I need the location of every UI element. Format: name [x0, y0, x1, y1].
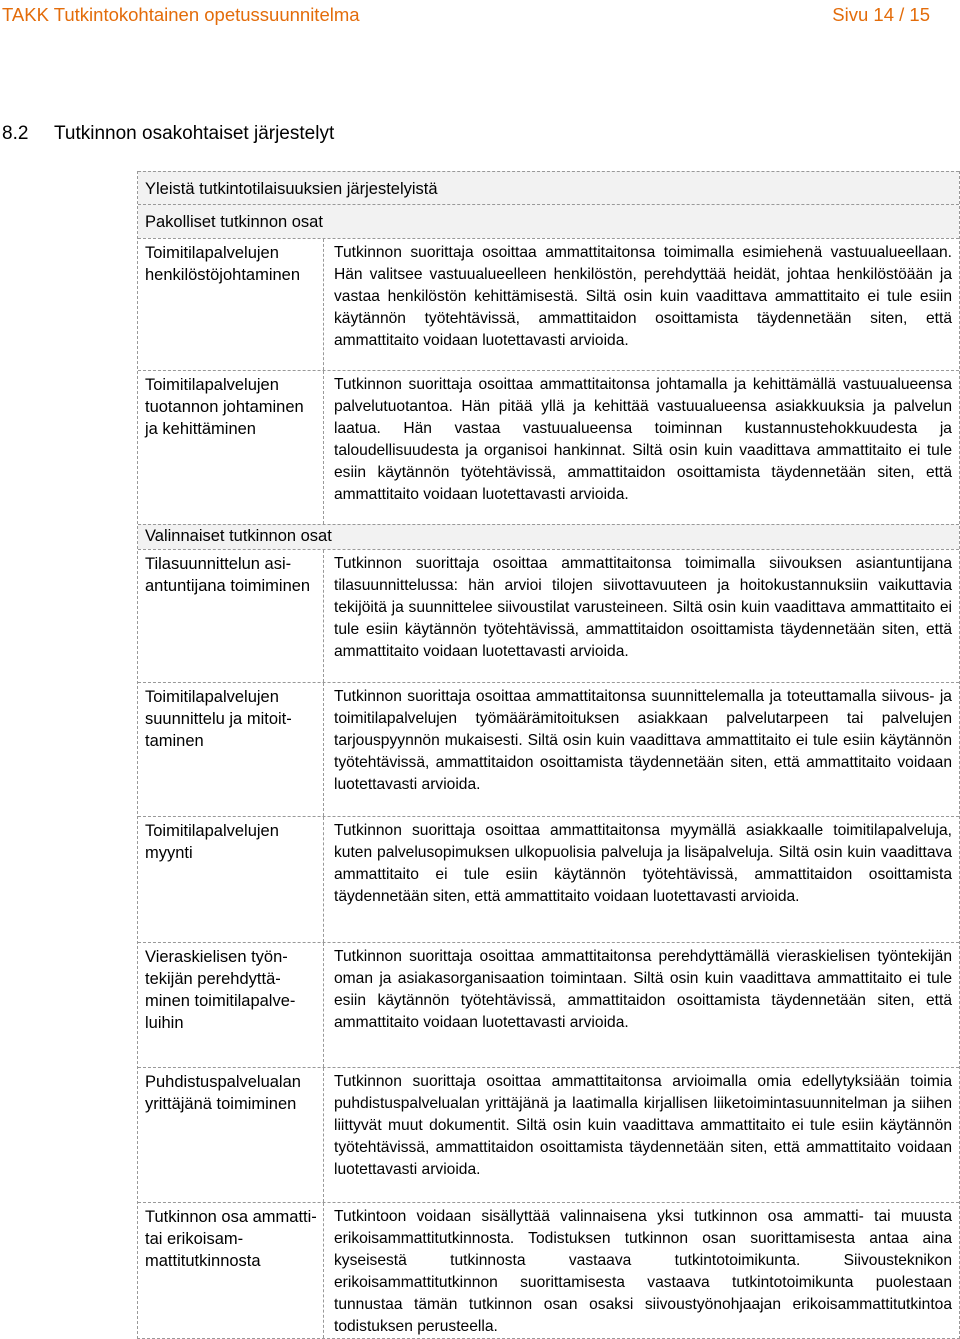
general-heading: Yleistä tutkintotilaisuuksien järjestelyistä: [145, 180, 438, 198]
mandatory-heading: Pakolliset tutkinnon osat: [145, 213, 323, 231]
unit-name: Tilasuunnittelun asiantuntijana toimiminen: [138, 550, 324, 682]
table-row: [138, 549, 959, 682]
unit-description: Tutkinnon suorittaja osoittaa ammattitaitonsa suunnittelemalla ja toteuttamalla siivous- ja toimitilapalvelujen työmäärämitoituksen asiakkaan palvelutarpeen tai palvelujen tarjouspyynnön mukaisesti. Siltä osin kuin vaadittava ammattitaito ei tule esiin käytännön työtehtävissä, ammattitaidon osoittamista täydennetään siten, että ammattitaito voidaan luotettavasti arvioida.: [334, 688, 952, 793]
unit-name: Toimitilapalvelujen tuotannon johtaminen ja kehittäminen: [138, 371, 324, 524]
mandatory-heading-band: [138, 204, 959, 238]
table-row: [138, 238, 959, 370]
document-title: TAKK Tutkintokohtainen opetussuunnitelma: [2, 4, 360, 25]
unit-name: Puhdistuspalvelualan yrittäjänä toimiminen: [138, 1068, 324, 1202]
unit-name: Toimitilapalvelujen myynti: [138, 817, 324, 942]
optional-heading-band: [138, 524, 959, 549]
unit-description: Tutkinnon suorittaja osoittaa ammattitaitonsa toimimalla esimiehenä vastuualueellaan. Hän valitsee vastuualueelleen henkilöstön, perehdyttää heidät, johtaa henkilöstöään ja vastaa henkilöstön kehittämisestä. Siltä osin kuin vaadittava ammattitaito ei tule esiin käytännön työtehtävissä, ammattitaidon osoittamista täydennetään siten, että ammattitaito voidaan luotettavasti arvioida.: [334, 244, 952, 349]
page-header: [0, 4, 960, 28]
table-row: [138, 1067, 959, 1202]
unit-description: Tutkinnon suorittaja osoittaa ammattitaitonsa perehdyttämällä vieraskielisen työntekijän oman ja asiakasorganisaation toimintaan. Siltä osin kuin vaadittava ammattitaito ei tule esiin käytännön työtehtävissä, ammattitaidon osoittamista täydennetään siten, että ammattitaito voidaan luotettavasti arvioida.: [334, 948, 952, 1031]
unit-description: Tutkinnon suorittaja osoittaa ammattitaitonsa arvioimalla omia edellytyksiään toimia puhdistuspalvelualan yrittäjänä ja laatimalla kirjallisen liiketoimintasuunnitelman ja siihen liittyvät muut dokumentit. Siltä osin kuin vaadittava ammattitaito ei tule esiin käytännön työtehtävissä, ammattitaidon osoittamista täydennetään siten, että ammattitaito voidaan luotettavasti arvioida.: [334, 1073, 952, 1178]
page-number: Sivu 14 / 15: [832, 4, 930, 25]
table-row: [138, 942, 959, 1067]
unit-description: Tutkinnon suorittaja osoittaa ammattitaitonsa johtamalla ja kehittämällä vastuualueensa palvelutuotantoa. Hän pitää yllä ja kehittää vastuualueensa asiakkuuksia ja palvelun laatua. Hän vastaa vastuualueensa toiminnan kustannustehokkuudesta ja taloudellisuudesta ja organisoi hankinnat. Siltä osin kuin vaadittava ammattitaito ei tule esiin käytännön työtehtävissä, ammattitaidon osoittamista täydennetään siten, että ammattitaito voidaan luotettavasti arvioida.: [334, 376, 952, 503]
section-heading: [2, 123, 334, 145]
section-title: Tutkinnon osakohtaiset järjestelyt: [54, 123, 335, 144]
unit-name: Toimitilapalvelujen suunnittelu ja mitoittaminen: [138, 683, 324, 816]
table-row: [138, 1202, 959, 1338]
unit-name: Tutkinnon osa ammatti- tai erikoisammattitutkinnosta: [138, 1203, 324, 1338]
optional-heading: Valinnaiset tutkinnon osat: [145, 527, 332, 545]
arrangements-table: [137, 171, 960, 1339]
unit-description: Tutkintoon voidaan sisällyttää valinnaisena yksi tutkinnon osa ammatti- tai muusta erikoisammattitutkinnosta. Todistuksen tutkinnon osan suorittamisesta antaa aina kyseisestä tutkinnosta vastaava tutkintotoimikunta. Siivousteknikon erikoisammattitutkinnon suorittamisesta vastaava tutkintotoimikunta puolestaan tunnustaa tämän tutkinnon osan osaksi siivoustyönohjaajan erikoisammattitutkintoa todistuksen perusteella.: [334, 1208, 952, 1335]
general-heading-band: [138, 171, 959, 204]
unit-description: Tutkinnon suorittaja osoittaa ammattitaitonsa toimimalla siivouksen asiantuntijana tilasuunnittelussa: hän arvioi tilojen siivottavuuteen ja hoitokustannuksiin vaikuttavia tekijöitä ja suunnittelee siivoustilat varusteineen. Siltä osin kuin vaadittava ammattitaito ei tule esiin käytännön työtehtävissä, ammattitaidon osoittamista täydennetään siten, että ammattitaito voidaan luotettavasti arvioida.: [334, 555, 952, 660]
section-number: 8.2: [2, 123, 29, 144]
table-row: [138, 816, 959, 942]
unit-name: Toimitilapalvelujen henkilöstöjohtaminen: [138, 239, 324, 370]
unit-name: Vieraskielisen työntekijän perehdyttäminen toimitilapalveluihin: [138, 943, 324, 1067]
unit-description: Tutkinnon suorittaja osoittaa ammattitaitonsa myymällä asiakkaalle toimitilapalveluja, kuten palvelusopimuksen ulkopuolisia palveluja ja lisäpalveluja. Siltä osin kuin vaadittava ammattitaito ei tule esiin käytännön työtehtävissä, ammattitaidon osoittamista täydennetään siten, että ammattitaito voidaan luotettavasti arvioida.: [334, 822, 952, 905]
table-row: [138, 370, 959, 524]
table-row: [138, 682, 959, 816]
